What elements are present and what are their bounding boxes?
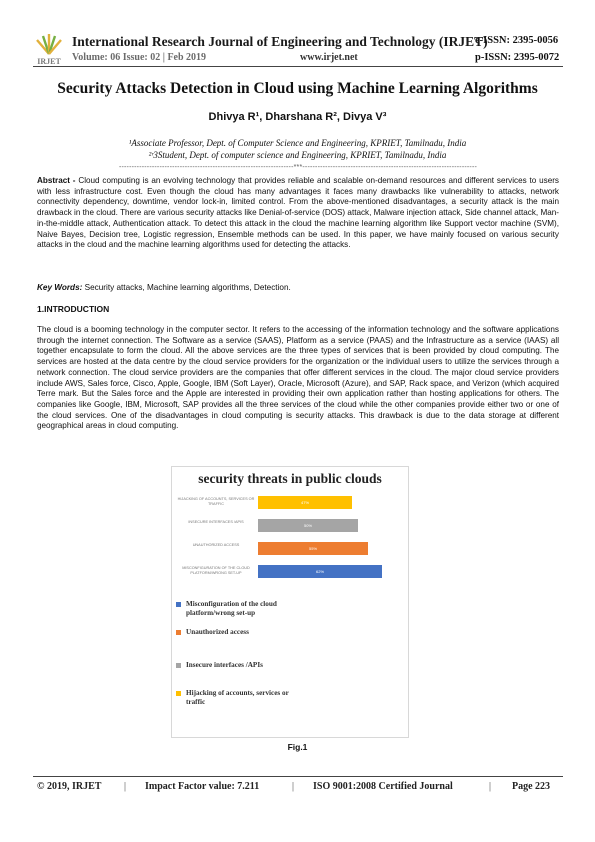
footer-divider: | bbox=[489, 781, 492, 792]
legend-label: Misconfiguration of the cloud platform/wrong set-up bbox=[186, 600, 277, 617]
logo-text: IRJET bbox=[37, 57, 61, 66]
footer-page-number: Page 223 bbox=[512, 781, 551, 792]
p-issn: p-ISSN: 2395-0072 bbox=[475, 52, 560, 63]
keywords-text: Security attacks, Machine learning algorithms, Detection. bbox=[84, 283, 291, 292]
legend-swatch bbox=[176, 602, 181, 607]
irjet-logo bbox=[33, 32, 65, 66]
abstract bbox=[37, 176, 559, 251]
introduction-paragraph: The cloud is a booming technology in the computer sector. It refers to the accessing of the information technology and the software applications through the internet connection. The Software as a service (SAAS), Platform as a service (PAAS) and the Infrastructure as a service (IAAS) all together encapsulate to form the cloud. All the above services are the three types of services that is been provided by cloud computing. The services are hosted at the data centre by the cloud service providers for the organization or the individual users to utilize the services through a network connection. The cloud service providers are the companies that offer different services in the cloud. The major cloud service providers include AWS, Sales force, Cisco, Apple, Google, IBM (Soft Layer), Oracle, Microsoft (Azure), and SAP, Rack space, and Verizon (which acquired Terre mark. But the Sales force and the Apple are interested in providing their own application rather than hosting applications for others. The companies like Google, IBM, Microsoft, SAP provides all the three services of the cloud while the other companies provide either two or one of the cloud services. One of the disadvantages in cloud computing is security attacks. This drawback is due to the data storage at different geographical areas in cloud computing. bbox=[37, 325, 559, 431]
abstract-text: Cloud computing is an evolving technology that provides reliable and scalable on-demand resources and different services to users with less infrastructure cost. Even though the cloud has many advantages it faces many drawbacks like vulnerability to attacks, network connectivity dependency, downtime, vendor lock-in, limited control. From the above-mentioned disadvantages, a security attack is the main drawback in the cloud. There are various security attacks like Denial-of-service (DOS) attack, Malware injection attack, Side channel attack, Man-in-the-middle attack, Authentication attack. To detect this attack in the cloud the machine learning algorithm like Support vector machine (SVM), Naive Bayes, Decision tree, Logistic regression, Ensemble methods can be used. In this paper, we have mainly focused on various security attacks in the cloud and the machine learning algorithms used for detecting the attacks. bbox=[37, 176, 559, 250]
category-label: HIJACKING OF ACCOUNTS, SERVICES OR TRAFFIC bbox=[177, 497, 255, 506]
e-issn: e-ISSN: 2395-0056 bbox=[475, 35, 559, 46]
figure-chart bbox=[171, 466, 409, 738]
legend-swatch bbox=[176, 691, 181, 696]
authors: Dhivya R¹, Dharshana R², Divya V³ bbox=[208, 111, 387, 123]
figure-caption: Fig.1 bbox=[287, 742, 308, 752]
footer-divider: | bbox=[124, 781, 127, 792]
data-label: 62% bbox=[316, 569, 325, 574]
keywords bbox=[37, 283, 291, 292]
journal-title: International Research Journal of Engineering and Technology (IRJET) bbox=[72, 34, 488, 49]
data-label: 50% bbox=[304, 523, 313, 528]
footer-iso: ISO 9001:2008 Certified Journal bbox=[313, 781, 453, 792]
footer-divider: | bbox=[292, 781, 295, 792]
journal-website[interactable]: www.irjet.net bbox=[300, 52, 358, 63]
header-rule bbox=[33, 66, 563, 67]
legend-swatch bbox=[176, 663, 181, 668]
legend-label: Unauthorized access bbox=[186, 628, 249, 636]
keywords-label: Key Words: bbox=[37, 283, 83, 292]
category-label: MISCONFIGURATION OF THE CLOUD PLATFORM/WRONG SET-UP bbox=[182, 566, 250, 575]
chart-title: security threats in public clouds bbox=[198, 471, 382, 486]
volume-issue: Volume: 06 Issue: 02 | Feb 2019 bbox=[72, 52, 207, 63]
data-label: 47% bbox=[301, 500, 310, 505]
legend-swatch bbox=[176, 630, 181, 635]
paper-title: Security Attacks Detection in Cloud using Machine Learning Algorithms bbox=[57, 80, 538, 97]
footer-rule bbox=[33, 776, 563, 777]
section-separator: ---------------------------------------------------------------------***--------------------------------------------------------------------- bbox=[118, 164, 478, 171]
data-label: 55% bbox=[309, 546, 318, 551]
footer-copyright: © 2019, IRJET bbox=[37, 781, 102, 792]
category-label: UNAUTHORIZED ACCESS bbox=[192, 543, 240, 547]
abstract-label: Abstract - bbox=[37, 176, 76, 185]
legend-label: Insecure interfaces /APIs bbox=[186, 661, 263, 669]
legend-label: Hijacking of accounts, services or traffic bbox=[186, 689, 289, 706]
section-heading: 1.INTRODUCTION bbox=[37, 304, 110, 314]
footer-impact-factor: Impact Factor value: 7.211 bbox=[145, 781, 260, 792]
affiliation-1: ¹Associate Professor, Dept. of Computer Science and Engineering, KPRIET, Tamilnadu, India bbox=[128, 138, 467, 148]
affiliation-2: ²ʳ3Student, Dept. of computer science and Engineering, KPRIET, Tamilnadu, India bbox=[148, 150, 447, 160]
category-label: INSECURE INTERFACES /APIS bbox=[188, 520, 244, 524]
